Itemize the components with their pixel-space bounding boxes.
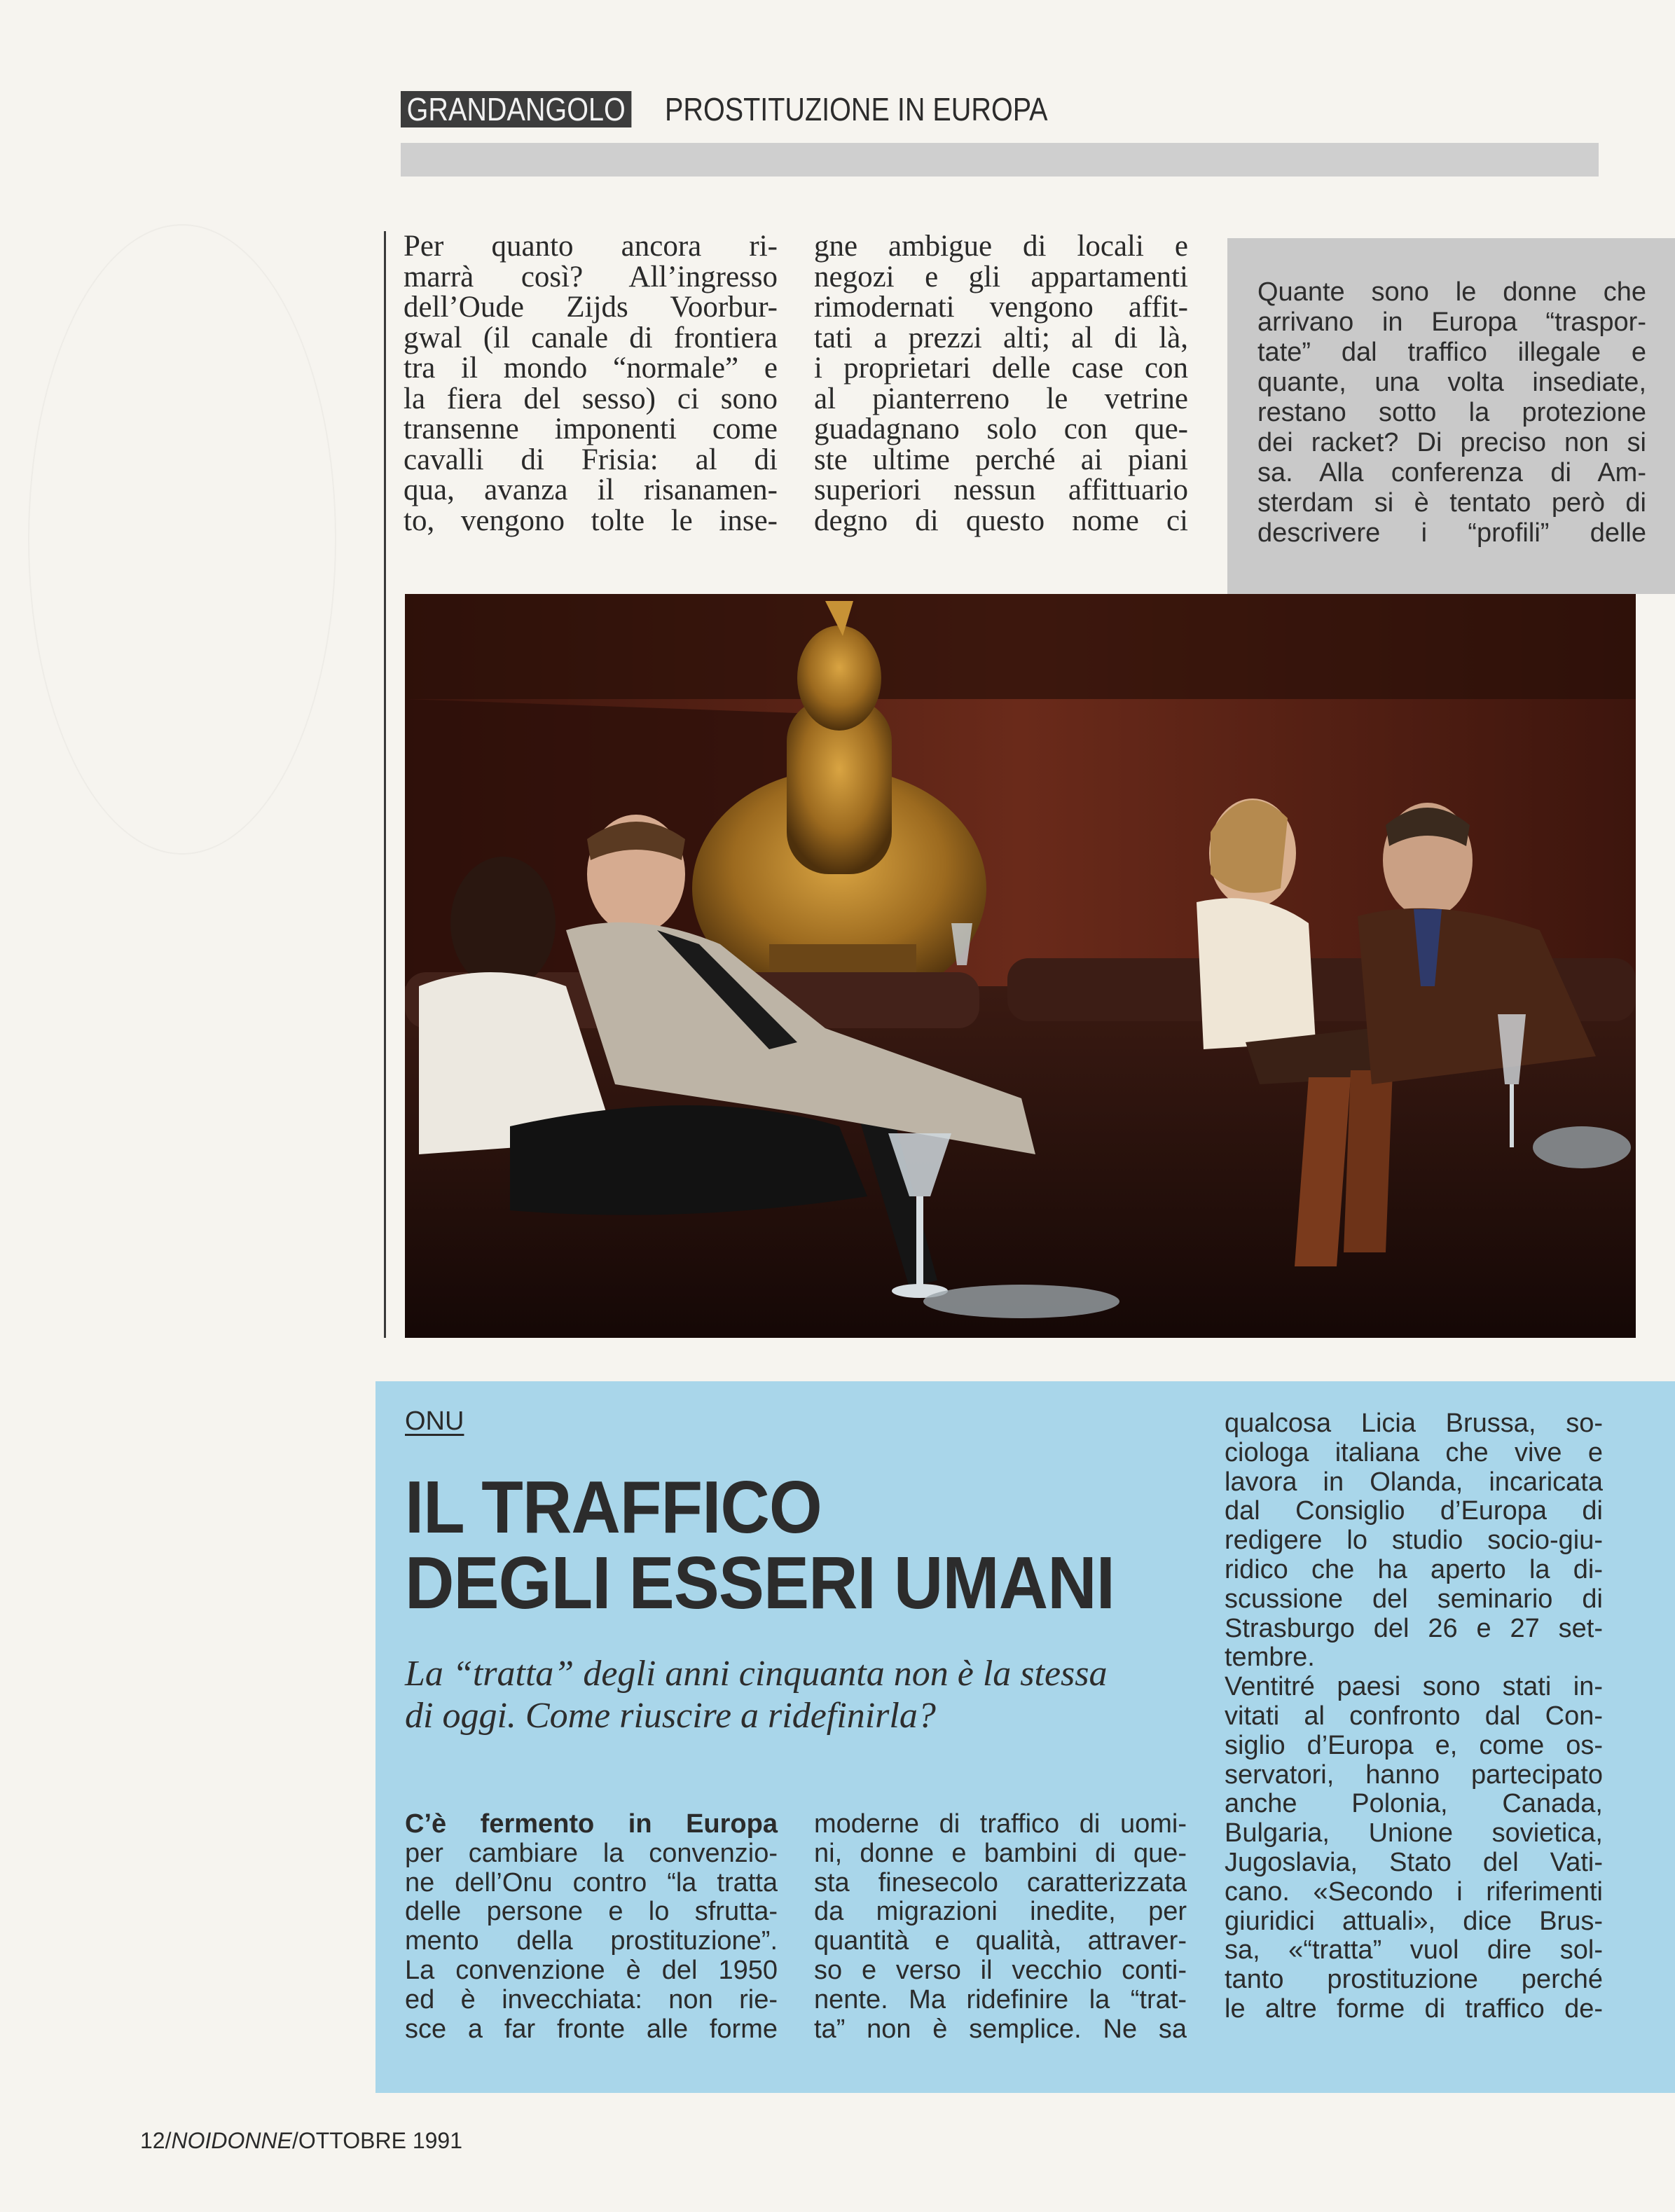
text-line: rimodernati vengono affit- xyxy=(814,291,1188,324)
text-line: dal Consiglio d’Europa di xyxy=(1225,1496,1603,1526)
headline-line: DEGLI ESSERI UMANI xyxy=(405,1542,1115,1624)
text-line: ne dell’Onu contro “la tratta xyxy=(405,1867,778,1898)
text-line: transenne imponenti come xyxy=(404,413,778,445)
section-header xyxy=(401,90,1110,129)
text-line: ste ultime perché ai piani xyxy=(814,443,1188,476)
text-line: nente. Ma ridefinire la “trat- xyxy=(814,1984,1187,2014)
text-line: superiori nessun affittuario xyxy=(814,473,1188,506)
lead-in: C’è fermento in Europa xyxy=(405,1809,778,1839)
deck-line: di oggi. Come riuscire a ridefinirla? xyxy=(405,1696,936,1736)
headline-line: IL TRAFFICO xyxy=(405,1466,822,1549)
text-line: ni, donne e bambini di que- xyxy=(814,1838,1187,1868)
text-line: la fiera del sesso) ci sono xyxy=(404,382,778,415)
deck-line: La “tratta” degli anni cinquanta non è la stessa xyxy=(405,1654,1108,1694)
text-line: gne ambigue di locali e xyxy=(814,230,1188,263)
sidebar-line: sa. Alla conferenza di Am- xyxy=(1257,458,1646,488)
text-line: tanto prostituzione perché xyxy=(1225,1965,1603,1995)
text-line: scussione del seminario di xyxy=(1225,1584,1603,1614)
sidebar-line: dei racket? Di preciso non si xyxy=(1257,428,1646,457)
text-line: lavora in Olanda, incaricata xyxy=(1225,1467,1603,1497)
text-line: sta finesecolo caratterizzata xyxy=(814,1867,1187,1898)
text-line: gwal (il canale di frontiera xyxy=(404,321,778,354)
sidebar-line: tate” dal traffico illegale e xyxy=(1257,338,1646,367)
onu-column-3 xyxy=(1225,1409,1603,2024)
text-line: redigere lo studio socio-giu- xyxy=(1225,1526,1603,1556)
text-line: da migrazioni inedite, per xyxy=(814,1897,1187,1927)
photo-lounge-scene xyxy=(405,594,1636,1338)
text-line: al pianterreno le vetrine xyxy=(814,382,1188,415)
text-line: qua, avanza il risanamen- xyxy=(404,473,778,506)
bleed-through-mark xyxy=(28,224,336,855)
text-line: giuridici attuali», dice Brus- xyxy=(1225,1906,1603,1936)
text-line: to, vengono tolte le inse- xyxy=(404,504,778,537)
text-line: anche Polonia, Canada, xyxy=(1225,1789,1603,1819)
page-number: 12/ xyxy=(140,2128,172,2153)
text-line: i proprietari delle case con xyxy=(814,352,1188,385)
text-line: delle persone e lo sfrutta- xyxy=(405,1897,778,1927)
text-line: Ventitré paesi sono stati in- xyxy=(1225,1672,1603,1702)
text-line: Per quanto ancora ri- xyxy=(404,230,778,263)
column-rule xyxy=(384,231,386,1338)
text-line: ciologa italiana che vive e xyxy=(1225,1437,1603,1467)
kicker: ONU xyxy=(405,1406,464,1436)
text-line: ta” non è semplice. Ne sa xyxy=(814,2014,1187,2044)
text-line: ridico che ha aperto la di- xyxy=(1225,1554,1603,1584)
text-line: tra il mondo “normale” e xyxy=(404,352,778,385)
header-rule xyxy=(401,143,1599,177)
onu-column-1 xyxy=(405,1810,778,2044)
headline xyxy=(405,1466,1133,1624)
text-line: guadagnano solo con que- xyxy=(814,413,1188,445)
text-line: La convenzione è del 1950 xyxy=(405,1955,778,1985)
text-line: quantità e qualità, attraver- xyxy=(814,1926,1187,1956)
text-line: ed è invecchiata: non rie- xyxy=(405,1984,778,2014)
article-column-1 xyxy=(404,231,778,536)
page-footer xyxy=(140,2128,462,2154)
text-line: per cambiare la convenzio- xyxy=(405,1838,778,1868)
text-line: Bulgaria, Unione sovietica, xyxy=(1225,1818,1603,1848)
text-line: vitati al confronto dal Con- xyxy=(1225,1701,1603,1731)
text-line: dell’Oude Zijds Voorbur- xyxy=(404,291,778,324)
text-line: siglio d’Europa e, come os- xyxy=(1225,1730,1603,1760)
text-line: tembre. xyxy=(1225,1643,1315,1673)
sidebar-line: restano sotto la protezione xyxy=(1257,398,1646,427)
text-line: tati a prezzi alti; al di là, xyxy=(814,321,1188,354)
sidebar-line: descrivere i “profili” delle xyxy=(1257,518,1646,548)
sidebar-line: Quante sono le donne che xyxy=(1257,277,1646,307)
text-line: sce a far fronte alle forme xyxy=(405,2014,778,2044)
issue-date: /OTTOBRE 1991 xyxy=(291,2128,462,2153)
text-line: degno di questo nome ci xyxy=(814,504,1188,537)
deck xyxy=(405,1653,1176,1737)
sidebar-line: sterdam si è tentato però di xyxy=(1257,488,1646,518)
text-line: le altre forme di traffico de- xyxy=(1225,1993,1603,2024)
text-line: marrà così? All’ingresso xyxy=(404,260,778,293)
text-line: qualcosa Licia Brussa, so- xyxy=(1225,1409,1603,1438)
section-tag: GRANDANGOLO xyxy=(401,91,631,127)
text-line: so e verso il vecchio conti- xyxy=(814,1955,1187,1985)
text-line: servatori, hanno partecipato xyxy=(1225,1760,1603,1790)
magazine-name: NOIDONNE xyxy=(171,2128,292,2153)
sidebar-line: quante, una volta insediate, xyxy=(1257,368,1646,397)
text-line: Jugoslavia, Stato del Vati- xyxy=(1225,1847,1603,1877)
sidebar-line: arrivano in Europa “traspor- xyxy=(1257,307,1646,337)
onu-column-2 xyxy=(814,1810,1187,2044)
text-line: sa, «“tratta” vuol dire sol- xyxy=(1225,1935,1603,1965)
photo-illustration xyxy=(405,594,1636,1338)
text-line: moderne di traffico di uomi- xyxy=(814,1809,1187,1839)
sidebar-text xyxy=(1257,277,1646,548)
article-column-2 xyxy=(814,231,1188,536)
text-line: Strasburgo del 26 e 27 set- xyxy=(1225,1613,1603,1643)
text-line: negozi e gli appartamenti xyxy=(814,260,1188,293)
text-line: mento della prostituzione”. xyxy=(405,1926,778,1956)
text-line: cano. «Secondo i riferimenti xyxy=(1225,1876,1603,1907)
section-title: PROSTITUZIONE IN EUROPA xyxy=(664,91,1048,127)
text-line: cavalli di Frisia: al di xyxy=(404,443,778,476)
